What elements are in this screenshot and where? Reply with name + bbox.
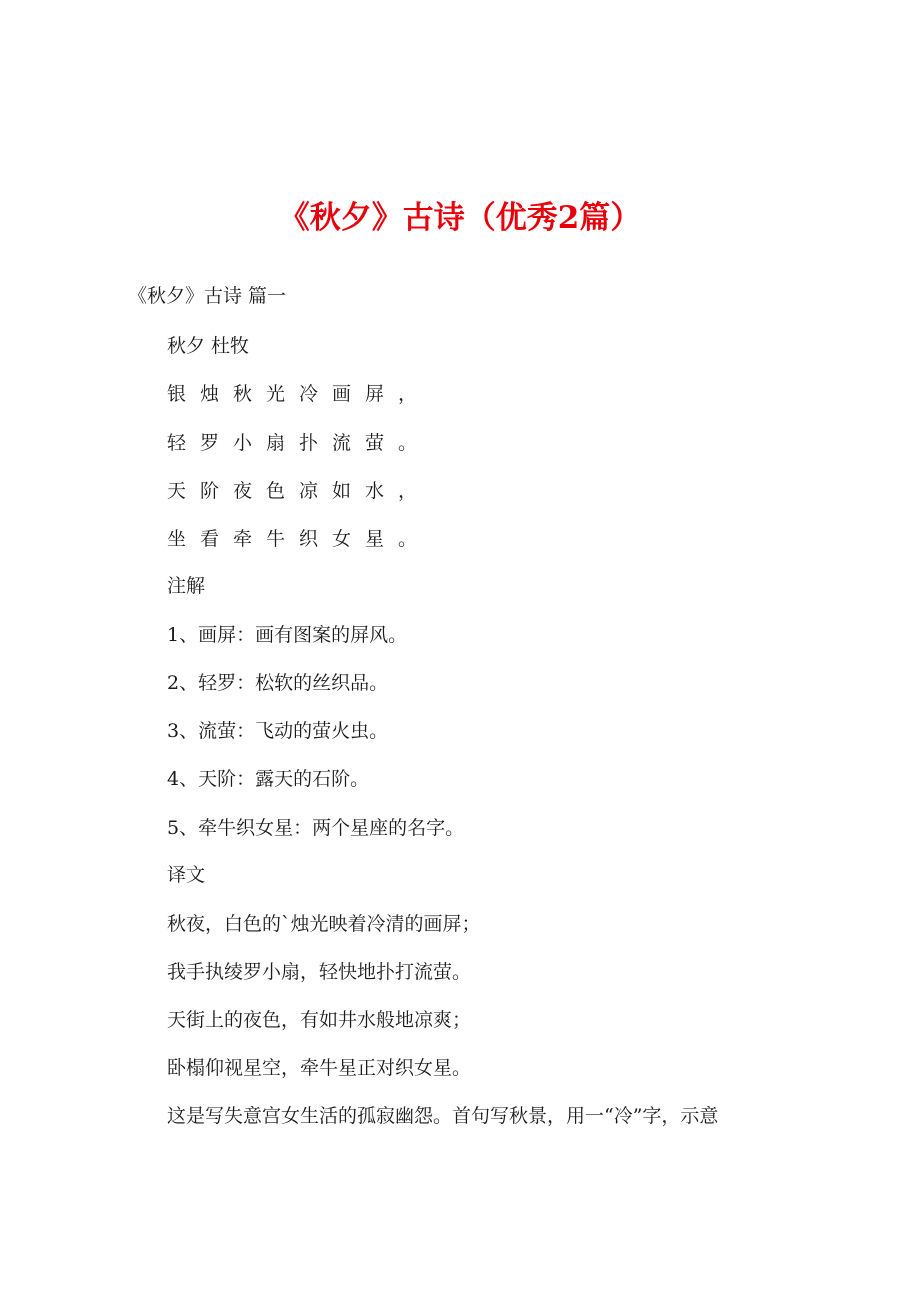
note-item: 4、天阶：露天的石阶。 xyxy=(167,768,370,790)
translation-line: 我手执绫罗小扇，轻快地扑打流萤。 xyxy=(167,961,472,983)
poem-line: 坐看牵牛织女星。 xyxy=(167,528,432,550)
poem-line: 银烛秋光冷画屏， xyxy=(167,383,432,405)
page-title: 《秋夕》古诗（优秀2篇） xyxy=(278,200,642,236)
translation-heading: 译文 xyxy=(167,864,206,886)
section-heading: 《秋夕》古诗 篇一 xyxy=(128,285,287,307)
poem-header: 秋夕 杜牧 xyxy=(167,335,250,357)
note-item: 2、轻罗：松软的丝织品。 xyxy=(167,672,389,694)
translation-line: 卧榻仰视星空，牵牛星正对织女星。 xyxy=(167,1057,472,1079)
poem-line: 天阶夜色凉如水， xyxy=(167,480,432,502)
note-item: 1、画屏：画有图案的屏风。 xyxy=(167,624,408,646)
notes-heading: 注解 xyxy=(167,575,206,597)
translation-line: 天街上的夜色，有如井水般地凉爽； xyxy=(167,1009,472,1031)
note-item: 5、牵牛织女星：两个星座的名字。 xyxy=(167,817,465,839)
translation-line: 秋夜，白色的`烛光映着冷清的画屏； xyxy=(167,913,481,935)
analysis-paragraph: 这是写失意宫女生活的孤寂幽怨。首句写秋景，用一“冷”字，示意 xyxy=(167,1105,719,1127)
note-item: 3、流萤：飞动的萤火虫。 xyxy=(167,720,389,742)
poem-line: 轻罗小扇扑流萤。 xyxy=(167,432,432,454)
